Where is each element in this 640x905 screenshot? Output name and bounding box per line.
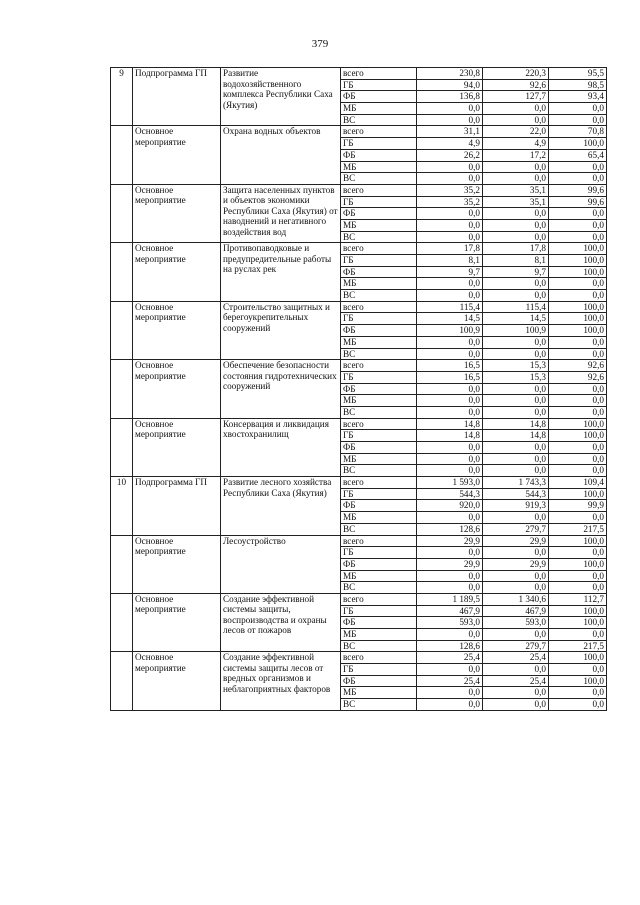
- actual-value: 92,6: [483, 79, 549, 91]
- planned-value: 544,3: [417, 488, 483, 500]
- funding-source: ГБ: [341, 255, 417, 267]
- percent-value: 0,0: [549, 103, 607, 115]
- planned-value: 0,0: [417, 395, 483, 407]
- funding-source: всего: [341, 243, 417, 255]
- planned-value: 0,0: [417, 348, 483, 360]
- funding-source: ВС: [341, 699, 417, 711]
- actual-value: 0,0: [483, 336, 549, 348]
- actual-value: 0,0: [483, 114, 549, 126]
- actual-value: 0,0: [483, 664, 549, 676]
- funding-source: ВС: [341, 465, 417, 477]
- planned-value: 14,5: [417, 313, 483, 325]
- planned-value: 128,6: [417, 523, 483, 535]
- funding-source: всего: [341, 418, 417, 430]
- table-row: [111, 477, 607, 489]
- percent-value: 0,0: [549, 406, 607, 418]
- planned-value: 128,6: [417, 640, 483, 652]
- percent-value: 0,0: [549, 208, 607, 220]
- table-row: [111, 301, 607, 313]
- funding-source: ГБ: [341, 664, 417, 676]
- funding-source: ФБ: [341, 91, 417, 103]
- planned-value: 467,9: [417, 605, 483, 617]
- funding-source: ФБ: [341, 558, 417, 570]
- percent-value: 217,5: [549, 640, 607, 652]
- actual-value: 4,9: [483, 138, 549, 150]
- percent-value: 0,0: [549, 161, 607, 173]
- percent-value: 0,0: [549, 442, 607, 454]
- section-type: Основное мероприятие: [133, 360, 221, 418]
- section-name: Развитие водохозяйственного комплекса Республики Саха (Якутия): [221, 68, 341, 126]
- actual-value: 0,0: [483, 395, 549, 407]
- table-row: [111, 126, 607, 138]
- section-name: Обеспечение безопасности состояния гидротехнических сооружений: [221, 360, 341, 418]
- percent-value: 0,0: [549, 114, 607, 126]
- actual-value: 15,3: [483, 371, 549, 383]
- percent-value: 0,0: [549, 582, 607, 594]
- actual-value: 25,4: [483, 675, 549, 687]
- percent-value: 99,9: [549, 500, 607, 512]
- actual-value: 29,9: [483, 535, 549, 547]
- percent-value: 100,0: [549, 605, 607, 617]
- actual-value: 0,0: [483, 453, 549, 465]
- funding-source: всего: [341, 301, 417, 313]
- section-type: Подпрограмма ГП: [133, 477, 221, 535]
- funding-source: ФБ: [341, 208, 417, 220]
- percent-value: 100,0: [549, 617, 607, 629]
- planned-value: 16,5: [417, 360, 483, 372]
- planned-value: 29,9: [417, 558, 483, 570]
- planned-value: 35,2: [417, 184, 483, 196]
- planned-value: 920,0: [417, 500, 483, 512]
- planned-value: 9,7: [417, 266, 483, 278]
- planned-value: 0,0: [417, 161, 483, 173]
- planned-value: 0,0: [417, 406, 483, 418]
- planned-value: 0,0: [417, 219, 483, 231]
- section-type: Основное мероприятие: [133, 184, 221, 242]
- actual-value: 220,3: [483, 68, 549, 80]
- section-name: Противопаводковые и предупредительные работы на руслах рек: [221, 243, 341, 301]
- percent-value: 93,4: [549, 91, 607, 103]
- planned-value: 0,0: [417, 570, 483, 582]
- funding-source: ВС: [341, 582, 417, 594]
- percent-value: 100,0: [549, 675, 607, 687]
- planned-value: 31,1: [417, 126, 483, 138]
- percent-value: 0,0: [549, 570, 607, 582]
- funding-source: ГБ: [341, 313, 417, 325]
- actual-value: 0,0: [483, 219, 549, 231]
- actual-value: 0,0: [483, 547, 549, 559]
- percent-value: 98,5: [549, 79, 607, 91]
- funding-source: ФБ: [341, 675, 417, 687]
- percent-value: 0,0: [549, 512, 607, 524]
- table-row: [111, 360, 607, 372]
- section-number: [111, 126, 133, 184]
- funding-source: МБ: [341, 629, 417, 641]
- percent-value: 92,6: [549, 360, 607, 372]
- percent-value: 99,6: [549, 184, 607, 196]
- planned-value: 35,2: [417, 196, 483, 208]
- planned-value: 0,0: [417, 231, 483, 243]
- percent-value: 217,5: [549, 523, 607, 535]
- actual-value: 35,1: [483, 196, 549, 208]
- section-type: Основное мероприятие: [133, 535, 221, 593]
- planned-value: 0,0: [417, 629, 483, 641]
- actual-value: 15,3: [483, 360, 549, 372]
- table-row: [111, 652, 607, 664]
- planned-value: 115,4: [417, 301, 483, 313]
- funding-source: всего: [341, 652, 417, 664]
- funding-source: МБ: [341, 219, 417, 231]
- table-row: [111, 418, 607, 430]
- actual-value: 14,8: [483, 430, 549, 442]
- actual-value: 25,4: [483, 652, 549, 664]
- percent-value: 99,6: [549, 196, 607, 208]
- funding-source: ВС: [341, 640, 417, 652]
- percent-value: 100,0: [549, 138, 607, 150]
- planned-value: 1 593,0: [417, 477, 483, 489]
- planned-value: 0,0: [417, 103, 483, 115]
- section-name: Лесоустройство: [221, 535, 341, 593]
- section-number: 9: [111, 68, 133, 126]
- percent-value: 0,0: [549, 547, 607, 559]
- planned-value: 8,1: [417, 255, 483, 267]
- funding-source: ГБ: [341, 547, 417, 559]
- funding-source: МБ: [341, 103, 417, 115]
- funding-source: ФБ: [341, 500, 417, 512]
- percent-value: 100,0: [549, 488, 607, 500]
- table-row: [111, 184, 607, 196]
- percent-value: 100,0: [549, 266, 607, 278]
- actual-value: 0,0: [483, 290, 549, 302]
- percent-value: 0,0: [549, 664, 607, 676]
- actual-value: 0,0: [483, 512, 549, 524]
- percent-value: 100,0: [549, 430, 607, 442]
- funding-source: ГБ: [341, 605, 417, 617]
- percent-value: 100,0: [549, 301, 607, 313]
- actual-value: 0,0: [483, 699, 549, 711]
- actual-value: 0,0: [483, 348, 549, 360]
- percent-value: 0,0: [549, 395, 607, 407]
- percent-value: 0,0: [549, 278, 607, 290]
- funding-source: ГБ: [341, 430, 417, 442]
- funding-source: ГБ: [341, 196, 417, 208]
- funding-source: ФБ: [341, 266, 417, 278]
- funding-source: МБ: [341, 512, 417, 524]
- actual-value: 593,0: [483, 617, 549, 629]
- actual-value: 35,1: [483, 184, 549, 196]
- percent-value: 0,0: [549, 348, 607, 360]
- funding-source: МБ: [341, 395, 417, 407]
- section-number: [111, 243, 133, 301]
- section-name: Создание эффективной системы защиты лесов от вредных организмов и неблагоприятных факторов: [221, 652, 341, 710]
- section-number: [111, 652, 133, 710]
- table-row: [111, 593, 607, 605]
- funding-source: ФБ: [341, 325, 417, 337]
- funding-source: ВС: [341, 290, 417, 302]
- section-name: Консервация и ликвидация хвостохранилищ: [221, 418, 341, 476]
- actual-value: 279,7: [483, 640, 549, 652]
- funding-source: МБ: [341, 570, 417, 582]
- funding-source: всего: [341, 477, 417, 489]
- page-number: 379: [311, 38, 329, 50]
- percent-value: 0,0: [549, 336, 607, 348]
- section-type: Основное мероприятие: [133, 652, 221, 710]
- table-row: [111, 243, 607, 255]
- table-row: [111, 68, 607, 80]
- actual-value: 100,9: [483, 325, 549, 337]
- funding-source: МБ: [341, 278, 417, 290]
- section-name: Охрана водных объектов: [221, 126, 341, 184]
- actual-value: 22,0: [483, 126, 549, 138]
- actual-value: 14,8: [483, 418, 549, 430]
- section-type: Основное мероприятие: [133, 126, 221, 184]
- funding-source: ГБ: [341, 371, 417, 383]
- funding-source: ГБ: [341, 488, 417, 500]
- section-type: Основное мероприятие: [133, 301, 221, 359]
- actual-value: 0,0: [483, 208, 549, 220]
- actual-value: 0,0: [483, 687, 549, 699]
- percent-value: 0,0: [549, 219, 607, 231]
- actual-value: 919,3: [483, 500, 549, 512]
- actual-value: 17,2: [483, 149, 549, 161]
- actual-value: 14,5: [483, 313, 549, 325]
- funding-source: всего: [341, 126, 417, 138]
- actual-value: 0,0: [483, 442, 549, 454]
- percent-value: 0,0: [549, 687, 607, 699]
- section-name: Защита населенных пунктов и объектов экономики Республики Саха (Якутия) от наводнений и негативного воздействия вод: [221, 184, 341, 242]
- planned-value: 0,0: [417, 512, 483, 524]
- percent-value: 100,0: [549, 255, 607, 267]
- section-type: Подпрограмма ГП: [133, 68, 221, 126]
- funding-source: ГБ: [341, 79, 417, 91]
- planned-value: 14,8: [417, 418, 483, 430]
- planned-value: 593,0: [417, 617, 483, 629]
- planned-value: 0,0: [417, 173, 483, 185]
- percent-value: 100,0: [549, 535, 607, 547]
- funding-source: ФБ: [341, 383, 417, 395]
- planned-value: 0,0: [417, 208, 483, 220]
- percent-value: 0,0: [549, 699, 607, 711]
- budget-table: [110, 67, 607, 711]
- planned-value: 0,0: [417, 278, 483, 290]
- funding-source: МБ: [341, 161, 417, 173]
- section-name: Создание эффективной системы защиты, воспроизводства и охраны лесов от пожаров: [221, 593, 341, 651]
- funding-source: всего: [341, 535, 417, 547]
- funding-source: всего: [341, 360, 417, 372]
- percent-value: 0,0: [549, 290, 607, 302]
- percent-value: 92,6: [549, 371, 607, 383]
- actual-value: 0,0: [483, 465, 549, 477]
- section-number: [111, 418, 133, 476]
- actual-value: 0,0: [483, 231, 549, 243]
- planned-value: 0,0: [417, 664, 483, 676]
- section-number: [111, 184, 133, 242]
- section-name: Развитие лесного хозяйства Республики Саха (Якутия): [221, 477, 341, 535]
- actual-value: 0,0: [483, 406, 549, 418]
- section-type: Основное мероприятие: [133, 418, 221, 476]
- planned-value: 0,0: [417, 442, 483, 454]
- planned-value: 0,0: [417, 699, 483, 711]
- funding-source: ВС: [341, 348, 417, 360]
- actual-value: 0,0: [483, 629, 549, 641]
- planned-value: 0,0: [417, 582, 483, 594]
- funding-source: ВС: [341, 523, 417, 535]
- planned-value: 0,0: [417, 687, 483, 699]
- funding-source: ГБ: [341, 138, 417, 150]
- planned-value: 1 189,5: [417, 593, 483, 605]
- percent-value: 0,0: [549, 453, 607, 465]
- percent-value: 109,4: [549, 477, 607, 489]
- planned-value: 94,0: [417, 79, 483, 91]
- planned-value: 25,4: [417, 652, 483, 664]
- actual-value: 1 340,6: [483, 593, 549, 605]
- funding-source: ВС: [341, 114, 417, 126]
- actual-value: 8,1: [483, 255, 549, 267]
- percent-value: 95,5: [549, 68, 607, 80]
- section-name: Строительство защитных и берегоукрепительных сооружений: [221, 301, 341, 359]
- percent-value: 100,0: [549, 418, 607, 430]
- percent-value: 100,0: [549, 325, 607, 337]
- percent-value: 0,0: [549, 465, 607, 477]
- percent-value: 65,4: [549, 149, 607, 161]
- actual-value: 467,9: [483, 605, 549, 617]
- actual-value: 1 743,3: [483, 477, 549, 489]
- actual-value: 544,3: [483, 488, 549, 500]
- funding-source: ВС: [341, 231, 417, 243]
- planned-value: 0,0: [417, 290, 483, 302]
- planned-value: 26,2: [417, 149, 483, 161]
- section-number: [111, 360, 133, 418]
- section-number: 10: [111, 477, 133, 535]
- percent-value: 0,0: [549, 173, 607, 185]
- table-row: [111, 535, 607, 547]
- planned-value: 0,0: [417, 383, 483, 395]
- actual-value: 127,7: [483, 91, 549, 103]
- actual-value: 279,7: [483, 523, 549, 535]
- section-number: [111, 301, 133, 359]
- section-type: Основное мероприятие: [133, 593, 221, 651]
- planned-value: 16,5: [417, 371, 483, 383]
- planned-value: 0,0: [417, 453, 483, 465]
- funding-source: ФБ: [341, 149, 417, 161]
- funding-source: ФБ: [341, 617, 417, 629]
- actual-value: 0,0: [483, 383, 549, 395]
- funding-source: всего: [341, 593, 417, 605]
- actual-value: 0,0: [483, 278, 549, 290]
- section-number: [111, 535, 133, 593]
- percent-value: 100,0: [549, 558, 607, 570]
- planned-value: 4,9: [417, 138, 483, 150]
- planned-value: 14,8: [417, 430, 483, 442]
- actual-value: 17,8: [483, 243, 549, 255]
- planned-value: 0,0: [417, 114, 483, 126]
- planned-value: 25,4: [417, 675, 483, 687]
- actual-value: 0,0: [483, 173, 549, 185]
- percent-value: 112,7: [549, 593, 607, 605]
- actual-value: 0,0: [483, 103, 549, 115]
- planned-value: 0,0: [417, 465, 483, 477]
- actual-value: 0,0: [483, 161, 549, 173]
- planned-value: 29,9: [417, 535, 483, 547]
- percent-value: 0,0: [549, 629, 607, 641]
- funding-source: ВС: [341, 173, 417, 185]
- planned-value: 17,8: [417, 243, 483, 255]
- funding-source: ВС: [341, 406, 417, 418]
- planned-value: 0,0: [417, 336, 483, 348]
- percent-value: 100,0: [549, 652, 607, 664]
- actual-value: 0,0: [483, 582, 549, 594]
- planned-value: 230,8: [417, 68, 483, 80]
- funding-source: всего: [341, 184, 417, 196]
- percent-value: 70,8: [549, 126, 607, 138]
- section-type: Основное мероприятие: [133, 243, 221, 301]
- percent-value: 0,0: [549, 231, 607, 243]
- percent-value: 0,0: [549, 383, 607, 395]
- percent-value: 100,0: [549, 313, 607, 325]
- funding-source: всего: [341, 68, 417, 80]
- funding-source: МБ: [341, 453, 417, 465]
- funding-source: МБ: [341, 336, 417, 348]
- actual-value: 9,7: [483, 266, 549, 278]
- actual-value: 115,4: [483, 301, 549, 313]
- funding-source: ФБ: [341, 442, 417, 454]
- planned-value: 136,8: [417, 91, 483, 103]
- planned-value: 100,9: [417, 325, 483, 337]
- funding-source: МБ: [341, 687, 417, 699]
- actual-value: 0,0: [483, 570, 549, 582]
- actual-value: 29,9: [483, 558, 549, 570]
- section-number: [111, 593, 133, 651]
- planned-value: 0,0: [417, 547, 483, 559]
- percent-value: 100,0: [549, 243, 607, 255]
